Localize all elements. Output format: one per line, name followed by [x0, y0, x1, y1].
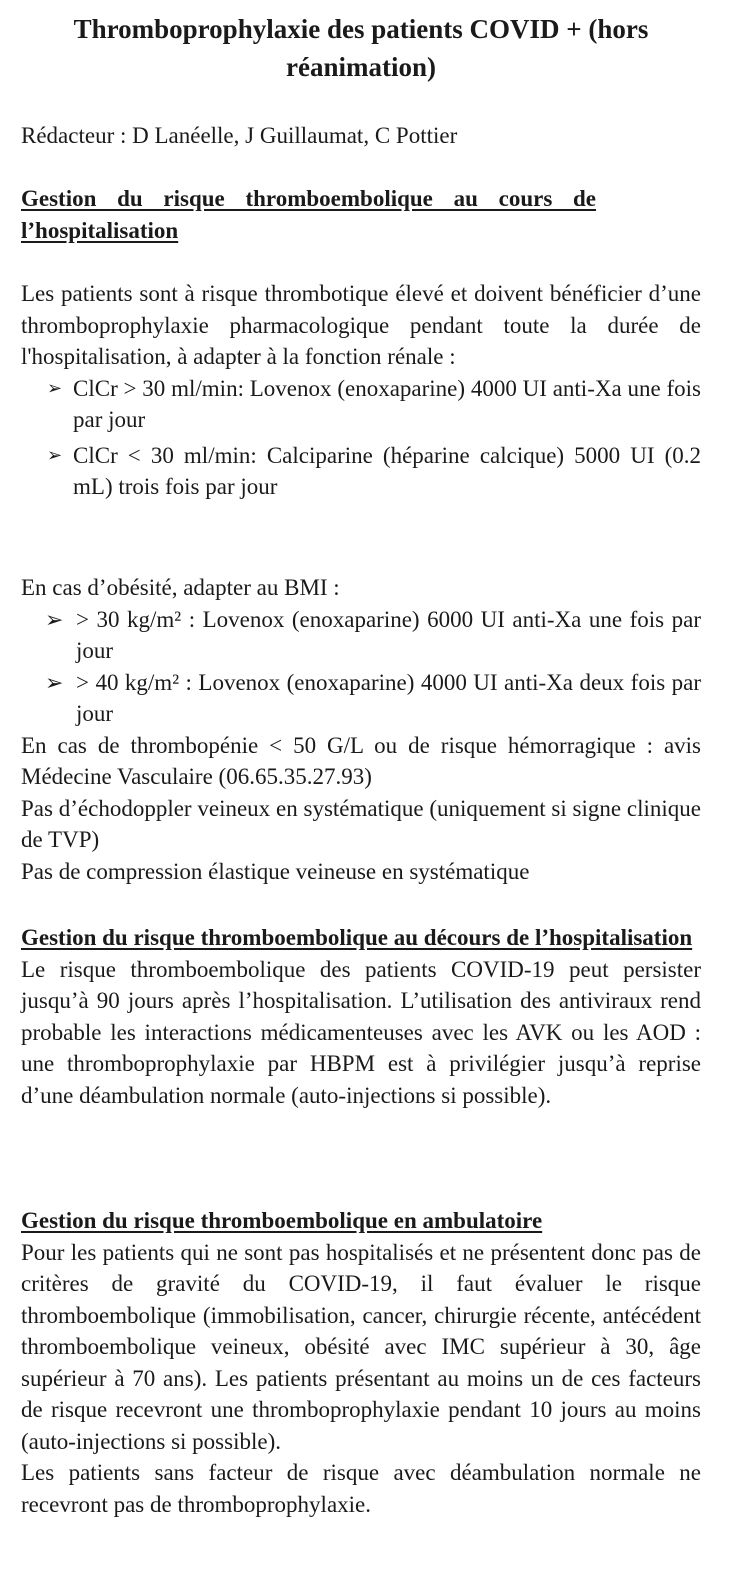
obesity-bullet-2	[21, 667, 701, 730]
obesity-bullet-text: > 30 kg/m² : Lovenox (enoxaparine) 6000 UI anti-Xa une fois par jour	[76, 606, 701, 663]
obesity-block	[21, 572, 701, 887]
renal-bullet-text: ClCr > 30 ml/min: Lovenox (enoxaparine) 4000 UI anti-Xa une fois par jour	[73, 375, 701, 432]
section1-content	[21, 278, 701, 503]
obesity-bullet-text: > 40 kg/m² : Lovenox (enoxaparine) 4000 UI anti-Xa deux fois par jour	[76, 669, 701, 726]
renal-bullet-2	[21, 440, 701, 503]
obesity-bullet-1	[21, 604, 701, 667]
section3-conclusion: Les patients sans facteur de risque avec déambulation normale ne recevront pas de thromboprophylaxie.	[21, 1460, 701, 1517]
authors-text: Rédacteur : D Lanéelle, J Guillaumat, C Pottier	[21, 123, 458, 148]
document-title: Thromboprophylaxie des patients COVID + (hors réanimation)	[73, 14, 649, 82]
arrow-bullet-icon: ➢	[47, 377, 63, 398]
arrow-bullet-icon: ➢	[45, 606, 64, 632]
renal-bullet-1	[21, 373, 701, 436]
authors-line	[21, 120, 701, 152]
arrow-bullet-icon: ➢	[45, 669, 64, 695]
section-hospitalisation	[21, 183, 701, 246]
obesity-intro: En cas d’obésité, adapter au BMI :	[21, 575, 340, 600]
section-ambulatoire	[21, 1205, 701, 1520]
note-compression: Pas de compression élastique veineuse en systématique	[21, 858, 530, 884]
section2-body: Le risque thromboembolique des patients COVID-19 peut persister jusqu’à 90 jours après l’hospitalisation. L’utilisation des antiviraux rend probable les interactions médicamenteuses avec les AVK ou les AOD : une thromboprophylaxie par HBPM est à privilégier jusqu’à reprise d’une déambulation normale (auto-injections si possible).	[21, 956, 701, 1108]
section3-body: Pour les patients qui ne sont pas hospitalisés et ne présentent donc pas de critères de gravité du COVID-19, il faut évaluer le risque thromboembolique (immobilisation, cancer, chirurgie récente, antécédent thromboembolique veineux, obésité avec IMC supérieur à 30, âge supérieur à 70 ans). Les patients présentant au moins un de ces facteurs de risque recevront une thromboprophylaxie pendant 10 jours au moins (auto-injections si possible).	[21, 1239, 701, 1454]
renal-bullet-text: ClCr < 30 ml/min: Calciparine (héparine calcique) 5000 UI (0.2 mL) trois fois par jour	[73, 442, 701, 499]
section1-intro: Les patients sont à risque thrombotique élevé et doivent bénéficier d’une thromboprophylaxie pharmacologique pendant toute la durée de l'hospitalisation, à adapter à la fonction rénale :	[21, 281, 701, 369]
section2-heading: Gestion du risque thromboembolique au décours de l’hospitalisation	[21, 925, 693, 950]
section-decours	[21, 922, 701, 1111]
note-thrombopenia: En cas de thrombopénie < 50 G/L ou de risque hémorragique : avis Médecine Vasculaire (06.65.35.27.93)	[21, 732, 701, 789]
section3-heading: Gestion du risque thromboembolique en ambulatoire	[21, 1208, 543, 1233]
section1-heading: Gestion du risque thromboembolique au cours de l’hospitalisation	[21, 186, 596, 243]
arrow-bullet-icon: ➢	[47, 444, 63, 465]
note-echodoppler: Pas d’échodoppler veineux en systématique (uniquement si signe clinique de TVP)	[21, 795, 701, 852]
